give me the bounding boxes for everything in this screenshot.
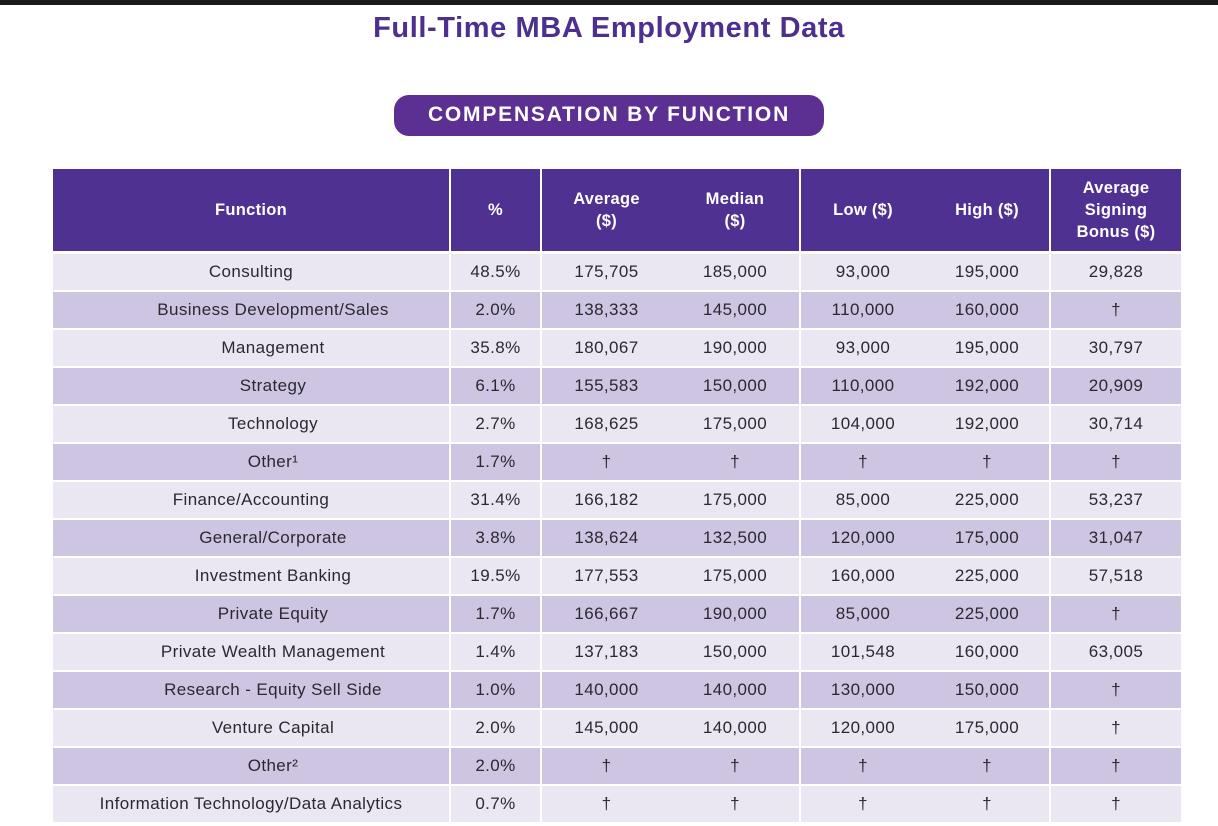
cell-percent: 2.7% — [450, 405, 541, 443]
cell-percent: 19.5% — [450, 557, 541, 595]
cell-high: 175,000 — [925, 519, 1050, 557]
cell-signing-bonus: † — [1050, 443, 1181, 481]
cell-function: Other² — [53, 747, 450, 785]
cell-low: 85,000 — [800, 481, 925, 519]
cell-signing-bonus: † — [1050, 671, 1181, 709]
cell-average: † — [541, 785, 671, 823]
cell-median: 175,000 — [671, 557, 800, 595]
cell-average: 177,553 — [541, 557, 671, 595]
cell-high: 192,000 — [925, 405, 1050, 443]
cell-function: Management — [53, 329, 450, 367]
cell-high: 160,000 — [925, 291, 1050, 329]
cell-percent: 1.0% — [450, 671, 541, 709]
cell-signing-bonus: † — [1050, 595, 1181, 633]
table-row — [53, 405, 1181, 443]
cell-average: 175,705 — [541, 253, 671, 292]
cell-median: 132,500 — [671, 519, 800, 557]
cell-percent: 35.8% — [450, 329, 541, 367]
section-badge-container — [0, 95, 1218, 136]
cell-signing-bonus: 30,714 — [1050, 405, 1181, 443]
cell-function: Strategy — [53, 367, 450, 405]
cell-average: 137,183 — [541, 633, 671, 671]
cell-percent: 3.8% — [450, 519, 541, 557]
cell-median: † — [671, 785, 800, 823]
cell-signing-bonus: 29,828 — [1050, 253, 1181, 292]
table-row — [53, 747, 1181, 785]
cell-high: 150,000 — [925, 671, 1050, 709]
column-header-signing-bonus: Average Signing Bonus ($) — [1050, 169, 1181, 253]
section-badge: COMPENSATION BY FUNCTION — [394, 95, 824, 136]
cell-median: 140,000 — [671, 671, 800, 709]
cell-average: 145,000 — [541, 709, 671, 747]
cell-median: † — [671, 443, 800, 481]
cell-average: † — [541, 443, 671, 481]
table-row — [53, 633, 1181, 671]
column-header-percent: % — [450, 169, 541, 253]
column-header-median: Median ($) — [671, 169, 800, 253]
cell-median: 150,000 — [671, 367, 800, 405]
table-body — [53, 253, 1181, 824]
cell-signing-bonus: 31,047 — [1050, 519, 1181, 557]
table-row — [53, 329, 1181, 367]
column-header-average: Average ($) — [541, 169, 671, 253]
table-row — [53, 671, 1181, 709]
cell-low: 130,000 — [800, 671, 925, 709]
table-row — [53, 557, 1181, 595]
column-header-function: Function — [53, 169, 450, 253]
table-row — [53, 519, 1181, 557]
table-row — [53, 253, 1181, 292]
cell-low: 120,000 — [800, 709, 925, 747]
top-border-bar — [0, 0, 1218, 5]
cell-median: 145,000 — [671, 291, 800, 329]
cell-low: † — [800, 747, 925, 785]
table-row — [53, 291, 1181, 329]
cell-function: Other¹ — [53, 443, 450, 481]
cell-low: 101,548 — [800, 633, 925, 671]
cell-low: † — [800, 785, 925, 823]
cell-high: 192,000 — [925, 367, 1050, 405]
cell-function: Consulting — [53, 253, 450, 292]
cell-average: 168,625 — [541, 405, 671, 443]
cell-function: Finance/Accounting — [53, 481, 450, 519]
cell-median: 140,000 — [671, 709, 800, 747]
cell-percent: 1.7% — [450, 595, 541, 633]
cell-function: General/Corporate — [53, 519, 450, 557]
cell-average: 166,182 — [541, 481, 671, 519]
cell-low: 160,000 — [800, 557, 925, 595]
page-title: Full-Time MBA Employment Data — [373, 12, 845, 44]
cell-percent: 1.4% — [450, 633, 541, 671]
cell-signing-bonus: 57,518 — [1050, 557, 1181, 595]
table-row — [53, 785, 1181, 823]
compensation-table-container — [53, 169, 1181, 824]
cell-function: Private Wealth Management — [53, 633, 450, 671]
cell-high: 225,000 — [925, 595, 1050, 633]
cell-median: 190,000 — [671, 329, 800, 367]
cell-function: Information Technology/Data Analytics — [53, 785, 450, 823]
table-row — [53, 443, 1181, 481]
cell-low: 110,000 — [800, 291, 925, 329]
cell-high: 175,000 — [925, 709, 1050, 747]
cell-signing-bonus: † — [1050, 291, 1181, 329]
cell-signing-bonus: † — [1050, 709, 1181, 747]
table-row — [53, 367, 1181, 405]
cell-high: 225,000 — [925, 481, 1050, 519]
cell-signing-bonus: † — [1050, 785, 1181, 823]
cell-percent: 6.1% — [450, 367, 541, 405]
cell-low: † — [800, 443, 925, 481]
cell-median: 150,000 — [671, 633, 800, 671]
cell-signing-bonus: † — [1050, 747, 1181, 785]
cell-signing-bonus: 53,237 — [1050, 481, 1181, 519]
cell-low: 93,000 — [800, 329, 925, 367]
cell-percent: 31.4% — [450, 481, 541, 519]
cell-high: † — [925, 443, 1050, 481]
cell-signing-bonus: 20,909 — [1050, 367, 1181, 405]
table-row — [53, 709, 1181, 747]
cell-median: 185,000 — [671, 253, 800, 292]
table-row — [53, 595, 1181, 633]
cell-function: Research - Equity Sell Side — [53, 671, 450, 709]
cell-average: 180,067 — [541, 329, 671, 367]
cell-median: 175,000 — [671, 481, 800, 519]
cell-percent: 2.0% — [450, 747, 541, 785]
cell-function: Investment Banking — [53, 557, 450, 595]
cell-signing-bonus: 63,005 — [1050, 633, 1181, 671]
cell-percent: 2.0% — [450, 291, 541, 329]
cell-median: † — [671, 747, 800, 785]
cell-high: 160,000 — [925, 633, 1050, 671]
cell-average: 140,000 — [541, 671, 671, 709]
cell-function: Technology — [53, 405, 450, 443]
cell-low: 104,000 — [800, 405, 925, 443]
cell-average: 138,333 — [541, 291, 671, 329]
cell-percent: 48.5% — [450, 253, 541, 292]
column-header-low: Low ($) — [800, 169, 925, 253]
cell-median: 175,000 — [671, 405, 800, 443]
cell-percent: 2.0% — [450, 709, 541, 747]
cell-low: 93,000 — [800, 253, 925, 292]
cell-function: Private Equity — [53, 595, 450, 633]
cell-average: † — [541, 747, 671, 785]
cell-low: 85,000 — [800, 595, 925, 633]
cell-average: 155,583 — [541, 367, 671, 405]
cell-average: 166,667 — [541, 595, 671, 633]
cell-high: 195,000 — [925, 329, 1050, 367]
cell-function: Venture Capital — [53, 709, 450, 747]
cell-signing-bonus: 30,797 — [1050, 329, 1181, 367]
table-row — [53, 481, 1181, 519]
cell-percent: 0.7% — [450, 785, 541, 823]
cell-high: 225,000 — [925, 557, 1050, 595]
cell-average: 138,624 — [541, 519, 671, 557]
cell-low: 110,000 — [800, 367, 925, 405]
cell-high: † — [925, 785, 1050, 823]
cell-high: 195,000 — [925, 253, 1050, 292]
cell-percent: 1.7% — [450, 443, 541, 481]
cell-function: Business Development/Sales — [53, 291, 450, 329]
compensation-table — [53, 169, 1181, 824]
cell-median: 190,000 — [671, 595, 800, 633]
table-header-row — [53, 169, 1181, 253]
column-header-high: High ($) — [925, 169, 1050, 253]
cell-high: † — [925, 747, 1050, 785]
cell-low: 120,000 — [800, 519, 925, 557]
